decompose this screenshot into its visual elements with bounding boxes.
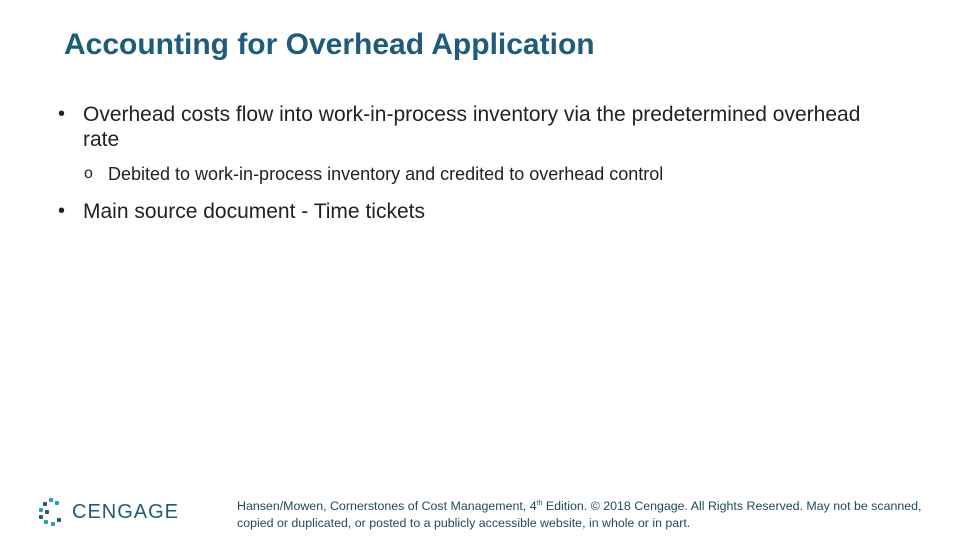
copyright-text-a: Hansen/Mowen, Cornerstones of Cost Management, 4 [237, 499, 537, 513]
sub-bullet-circle-icon: o [84, 165, 93, 182]
copyright-text-b: Edition. © 2018 Cengage. All Rights Reserved. May not be scanned, copied or duplicated, or posted to a publicly accessible website, in whole or in part. [237, 499, 922, 530]
slide-title: Accounting for Overhead Application [64, 28, 595, 61]
sub-bullet-text: Debited to work-in-process inventory and credited to overhead control [108, 164, 664, 184]
brand-name: CENGAGE [72, 500, 180, 523]
bullet-dot-icon: • [58, 103, 66, 125]
bullet-item [58, 199, 898, 224]
sub-bullet-item [58, 162, 898, 186]
bullet-item [58, 102, 898, 152]
bullet-list [58, 102, 898, 224]
bullet-text: Main source document - Time tickets [83, 200, 425, 223]
copyright-sup: th [536, 499, 543, 507]
cengage-logo [36, 497, 179, 527]
copyright-notice [237, 498, 942, 532]
bullet-text: Overhead costs flow into work-in-process inventory via the predetermined overhead rate [83, 103, 861, 151]
cengage-mark-icon [36, 497, 66, 527]
bullet-dot-icon: • [58, 200, 66, 222]
